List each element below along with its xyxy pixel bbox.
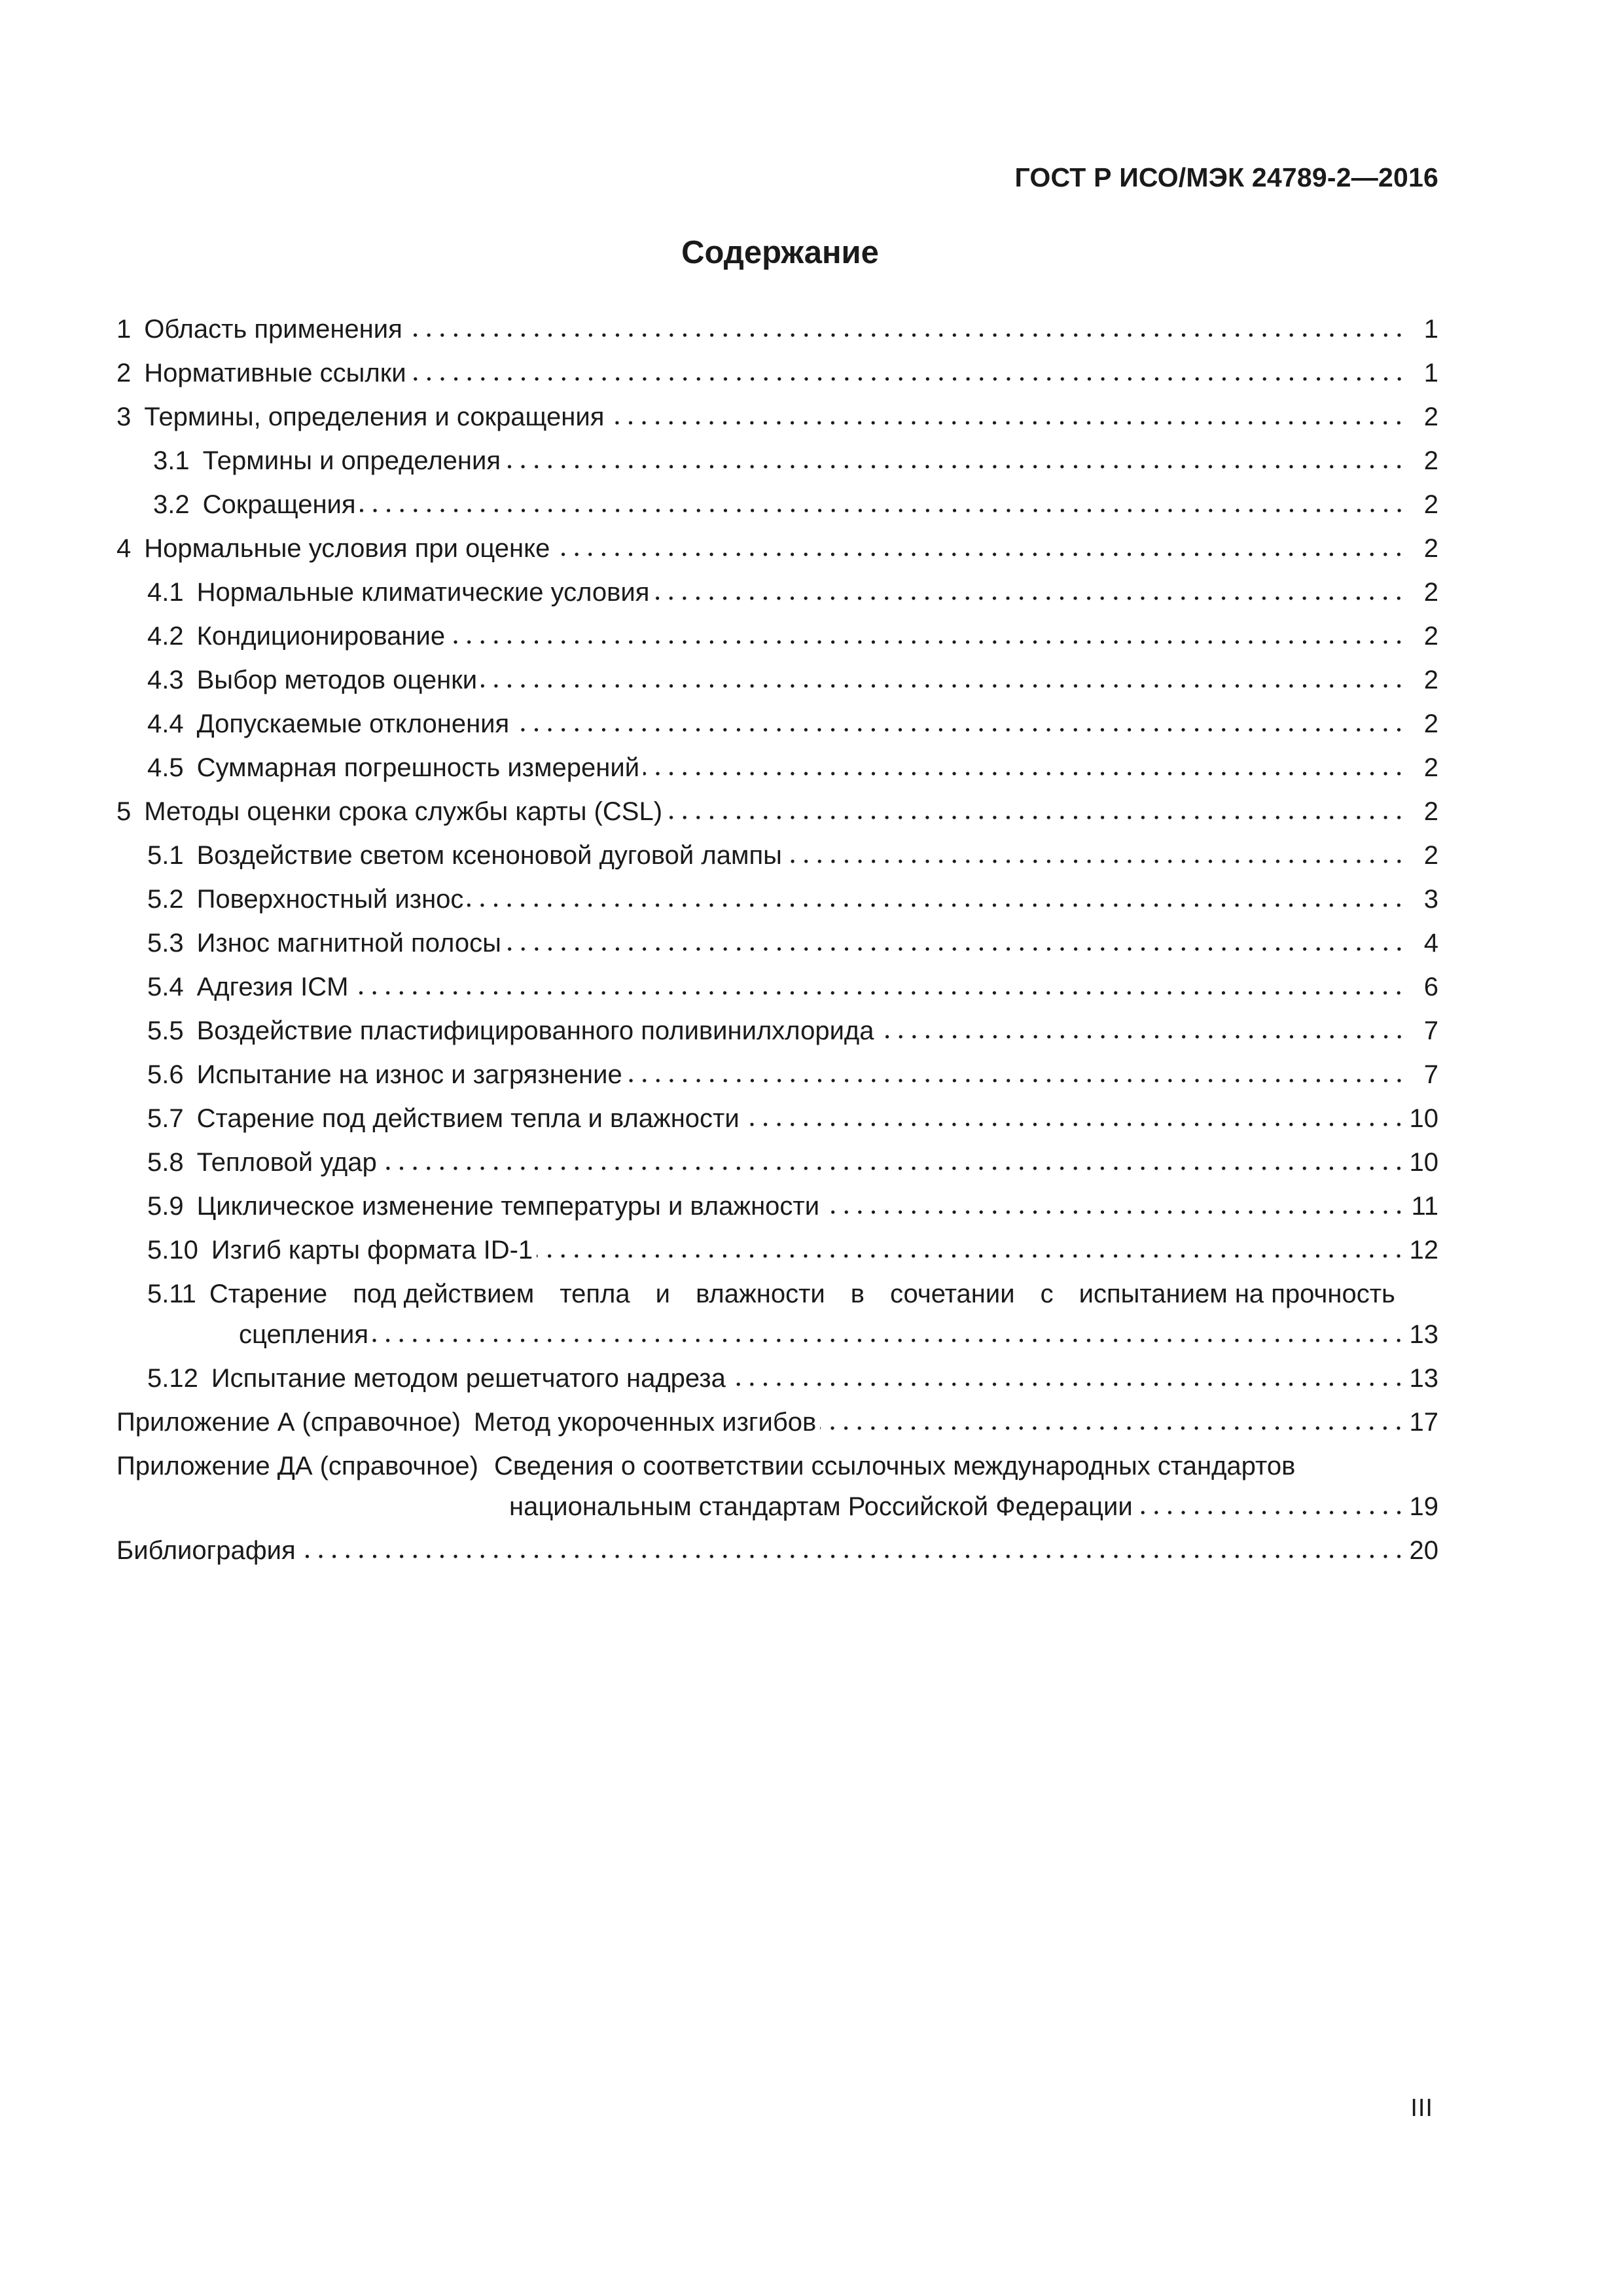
toc-entry[interactable]: 3.1 Термины и определения 2 (116, 439, 1438, 483)
toc-entry[interactable]: 4 Нормальные условия при оценке 2 (116, 527, 1438, 571)
page-ref: 17 (1409, 1408, 1438, 1437)
page-ref: 12 (1409, 1236, 1438, 1265)
toc-entry-multiline[interactable]: 5.11 Старение под действием тепла и влажности в сочетании с испытанием на прочность сцепления 13 (116, 1272, 1438, 1357)
dot-leader (449, 619, 1406, 645)
page-ref: 4 (1423, 929, 1438, 958)
page-ref: 6 (1423, 973, 1438, 1001)
dot-leader (481, 662, 1406, 689)
dot-leader (786, 838, 1406, 864)
toc-entry[interactable]: 1 Область применения 1 (116, 308, 1438, 351)
toc-entry[interactable]: 4.1 Нормальные климатические условия 2 (116, 571, 1438, 615)
dot-leader (360, 487, 1406, 513)
toc-entry[interactable]: 3 Термины, определения и сокращения 2 (116, 395, 1438, 439)
toc-entry[interactable]: 5.9 Циклическое изменение температуры и влажности 11 (116, 1185, 1438, 1229)
dot-leader (554, 531, 1406, 557)
page-ref: 7 (1423, 1060, 1438, 1089)
dot-leader (505, 925, 1406, 952)
page-ref: 2 (1423, 490, 1438, 519)
toc-entry-bibliography[interactable]: Библиография 20 (116, 1529, 1438, 1573)
toc-entry[interactable]: 4.2 Кондиционирование 2 (116, 615, 1438, 658)
dot-leader (300, 1533, 1406, 1559)
dot-leader (878, 1013, 1406, 1039)
dot-leader (823, 1189, 1406, 1215)
dot-leader (537, 1232, 1405, 1259)
page-ref: 2 (1423, 797, 1438, 826)
toc-entry[interactable]: 5.6 Испытание на износ и загрязнение 7 (116, 1053, 1438, 1097)
dot-leader (626, 1057, 1406, 1083)
page-ref: 7 (1423, 1016, 1438, 1045)
toc-entry[interactable]: 4.5 Суммарная погрешность измерений 2 (116, 746, 1438, 790)
dot-leader (653, 575, 1406, 601)
toc-entry[interactable]: 3.2 Сокращения 2 (116, 483, 1438, 527)
page-ref: 2 (1423, 622, 1438, 651)
page-ref: 2 (1423, 709, 1438, 738)
page-ref: 10 (1409, 1104, 1438, 1133)
page-ref: 2 (1423, 578, 1438, 607)
page-ref: 3 (1423, 885, 1438, 914)
dot-leader (666, 794, 1406, 820)
table-of-contents (116, 308, 1438, 1573)
page-ref: 2 (1423, 403, 1438, 431)
toc-entry[interactable]: 5.8 Тепловой удар 10 (116, 1141, 1438, 1185)
page-title: Содержание (681, 235, 879, 270)
page-ref: 10 (1409, 1148, 1438, 1177)
page-ref: 20 (1409, 1536, 1438, 1565)
toc-entry[interactable]: 5 Методы оценки срока службы карты (CSL) 2 (116, 790, 1438, 834)
dot-leader (467, 882, 1406, 908)
dot-leader (410, 355, 1406, 382)
page-ref: 2 (1423, 534, 1438, 563)
dot-leader (820, 1405, 1405, 1431)
toc-entry[interactable]: 4.3 Выбор методов оценки 2 (116, 658, 1438, 702)
page-ref: 1 (1423, 359, 1438, 387)
toc-entry[interactable]: 5.10 Изгиб карты формата ID-1 12 (116, 1229, 1438, 1272)
dot-leader (372, 1317, 1405, 1343)
page-ref: 13 (1409, 1320, 1438, 1349)
document-code: ГОСТ Р ИСО/МЭК 24789-2—2016 (1014, 162, 1438, 192)
dot-leader (643, 750, 1406, 776)
page-ref: 19 (1409, 1492, 1438, 1521)
toc-entry[interactable]: 5.5 Воздействие пластифицированного поливинилхлорида 7 (116, 1009, 1438, 1053)
toc-entry[interactable]: 5.3 Износ магнитной полосы 4 (116, 922, 1438, 965)
dot-leader (730, 1361, 1406, 1387)
page-ref: 2 (1423, 446, 1438, 475)
dot-leader (743, 1101, 1406, 1127)
toc-entry-label-line1: Старение под действием тепла и влажности в сочетании с испытанием на прочность (209, 1280, 1395, 1308)
dot-leader (608, 399, 1406, 425)
page-ref: 1 (1423, 315, 1438, 344)
page-ref: 13 (1409, 1364, 1438, 1393)
toc-entry-appendix-multiline[interactable]: Приложение ДА (справочное) Сведения о соответствии ссылочных международных стандартов национальным стандартам Российской Федерации 19 (116, 1444, 1438, 1529)
page-ref: 11 (1411, 1192, 1438, 1221)
dot-leader (352, 969, 1406, 996)
dot-leader (406, 312, 1406, 338)
toc-entry[interactable]: 5.2 Поверхностный износ 3 (116, 878, 1438, 922)
toc-entry[interactable]: 5.1 Воздействие светом ксеноновой дуговой лампы 2 (116, 834, 1438, 878)
toc-entry-appendix[interactable]: Приложение А (справочное) Метод укороченных изгибов 17 (116, 1401, 1438, 1444)
dot-leader (1137, 1489, 1406, 1515)
page-ref: 2 (1423, 753, 1438, 782)
page-number: III (1410, 2094, 1433, 2122)
toc-entry[interactable]: 4.4 Допускаемые отклонения 2 (116, 702, 1438, 746)
toc-entry[interactable]: 5.4 Адгезия ICM 6 (116, 965, 1438, 1009)
dot-leader (381, 1145, 1406, 1171)
toc-entry[interactable]: 5.12 Испытание методом решетчатого надреза 13 (116, 1357, 1438, 1401)
page-ref: 2 (1423, 841, 1438, 870)
dot-leader (505, 443, 1406, 469)
dot-leader (513, 706, 1406, 732)
toc-entry[interactable]: 5.7 Старение под действием тепла и влажности 10 (116, 1097, 1438, 1141)
toc-entry[interactable]: 2 Нормативные ссылки 1 (116, 351, 1438, 395)
page-ref: 2 (1423, 666, 1438, 694)
